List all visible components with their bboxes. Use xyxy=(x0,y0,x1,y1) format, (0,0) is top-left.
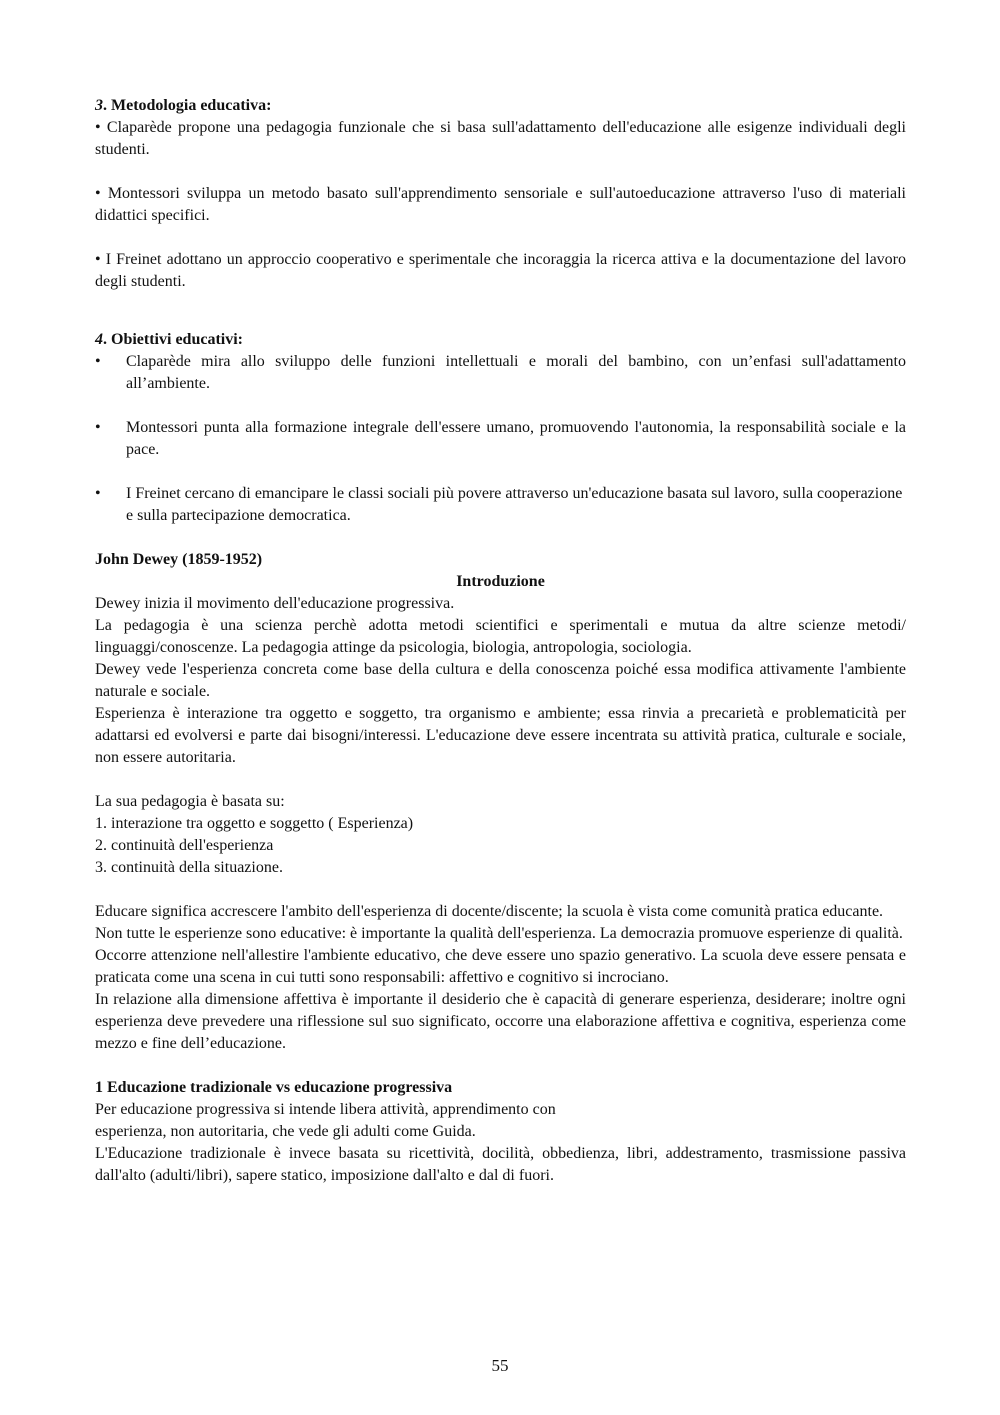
bullet-dot: • xyxy=(95,119,107,136)
section-3-heading xyxy=(95,95,906,117)
section-4-bullet-1 xyxy=(95,351,906,395)
section-3-title: . Metodologia educativa: xyxy=(103,97,272,114)
educare-paragraph-3: Occorre attenzione nell'allestire l'ambiente educativo, che deve essere uno spazio generativo. La scuola deve essere pensata e praticata come una scena in cui tutti sono responsabili: affettivo e cognitivo si incrociano. xyxy=(95,947,906,986)
dewey-heading: John Dewey (1859-1952) xyxy=(95,551,263,568)
section-4-number: 4 xyxy=(95,331,103,348)
section-4-bullet-2 xyxy=(95,417,906,461)
bullet-text: I Freinet adottano un approccio cooperativo e sperimentale che incoraggia la ricerca attiva e la documentazione del lavoro degli studenti. xyxy=(95,251,906,290)
intro-paragraph-1: Dewey inizia il movimento dell'educazione progressiva. xyxy=(95,595,455,612)
bullet-text: I Freinet cercano di emancipare le classi sociali più povere attraverso un'educazione basata sul lavoro, sulla cooperazione e sulla partecipazione democratica. xyxy=(126,485,903,524)
basis-intro: La sua pedagogia è basata su: xyxy=(95,793,285,810)
intro-paragraph-3: Dewey vede l'esperienza concreta come base della cultura e della conoscenza poiché essa modifica attivamente l'ambiente naturale e sociale. xyxy=(95,661,906,700)
section-1-heading: 1 Educazione tradizionale vs educazione progressiva xyxy=(95,1079,453,1096)
text-column xyxy=(95,95,906,1187)
section-3-bullet-2 xyxy=(95,183,906,227)
page-number: 55 xyxy=(491,1356,509,1375)
section-1-line-2: esperienza, non autoritaria, che vede gli adulti come Guida. xyxy=(95,1123,476,1140)
section-3-bullet-3 xyxy=(95,249,906,293)
intro-paragraph-2: La pedagogia è una scienza perchè adotta metodi scientifici e sperimentali e mutua da altre scienze metodi/ linguaggi/conoscenze. La pedagogia attinge da psicologia, biologia, antropologia, sociologia. xyxy=(95,617,906,656)
educare-paragraph-2: Non tutte le esperienze sono educative: è importante la qualità dell'esperienza. La democrazia promuove esperienze di qualità. xyxy=(95,925,903,942)
bullet-text: Claparède propone una pedagogia funzionale che si basa sull'adattamento dell'educazione alle esigenze individuali degli studenti. xyxy=(95,119,907,158)
intro-heading: Introduzione xyxy=(456,573,545,590)
educare-paragraph-4: In relazione alla dimensione affettiva è importante il desiderio che è capacità di generare esperienza, desiderare; inoltre ogni esperienza deve prevedere una riflessione sul suo significato, occorre una elaborazione affettiva e cognitiva, esperienza come mezzo e fine dell’educazione. xyxy=(95,991,906,1052)
section-1-paragraph: L'Educazione tradizionale è invece basata su ricettività, docilità, obbedienza, libri, addestramento, trasmissione passiva dall'alto (adulti/libri), sapere statico, imposizione dall'alto e dal di fuori. xyxy=(95,1145,906,1184)
section-4-heading xyxy=(95,329,906,351)
educare-paragraph-1: Educare significa accrescere l'ambito dell'esperienza di docente/discente; la scuola è vista come comunità pratica educante. xyxy=(95,903,884,920)
section-1-line-1: Per educazione progressiva si intende libera attività, apprendimento con xyxy=(95,1101,556,1118)
bullet-text: Claparède mira allo sviluppo delle funzioni intellettuali e morali del bambino, con un’enfasi sull'adattamento all’ambiente. xyxy=(126,353,906,392)
basis-item-2: 2. continuità dell'esperienza xyxy=(95,837,274,854)
bullet-text: Montessori punta alla formazione integrale dell'essere umano, promuovendo l'autonomia, la responsabilità sociale e la pace. xyxy=(126,419,906,458)
bullet-text: Montessori sviluppa un metodo basato sull'apprendimento sensoriale e sull'autoeducazione attraverso l'uso di materiali didattici specifici. xyxy=(95,185,906,224)
bullet-dot: • xyxy=(95,485,101,502)
bullet-dot: • xyxy=(95,353,101,370)
intro-paragraph-4: Esperienza è interazione tra oggetto e soggetto, tra organismo e ambiente; essa rinvia a precarietà e problematicità per adattarsi ed evolversi e parte dai bisogni/interessi. L'educazione deve essere incentrata su attività pratica, culturale e sociale, non essere autoritaria. xyxy=(95,705,906,766)
section-4-title: . Obiettivi educativi: xyxy=(103,331,243,348)
basis-item-1: 1. interazione tra oggetto e soggetto ( Esperienza) xyxy=(95,815,414,832)
basis-item-3: 3. continuità della situazione. xyxy=(95,859,283,876)
bullet-dot: • xyxy=(95,419,101,436)
section-4-bullet-3 xyxy=(95,483,906,527)
section-3-number: 3 xyxy=(95,97,103,114)
bullet-dot: • xyxy=(95,251,106,268)
section-3-bullet-1 xyxy=(95,117,906,161)
bullet-dot: • xyxy=(95,185,108,202)
